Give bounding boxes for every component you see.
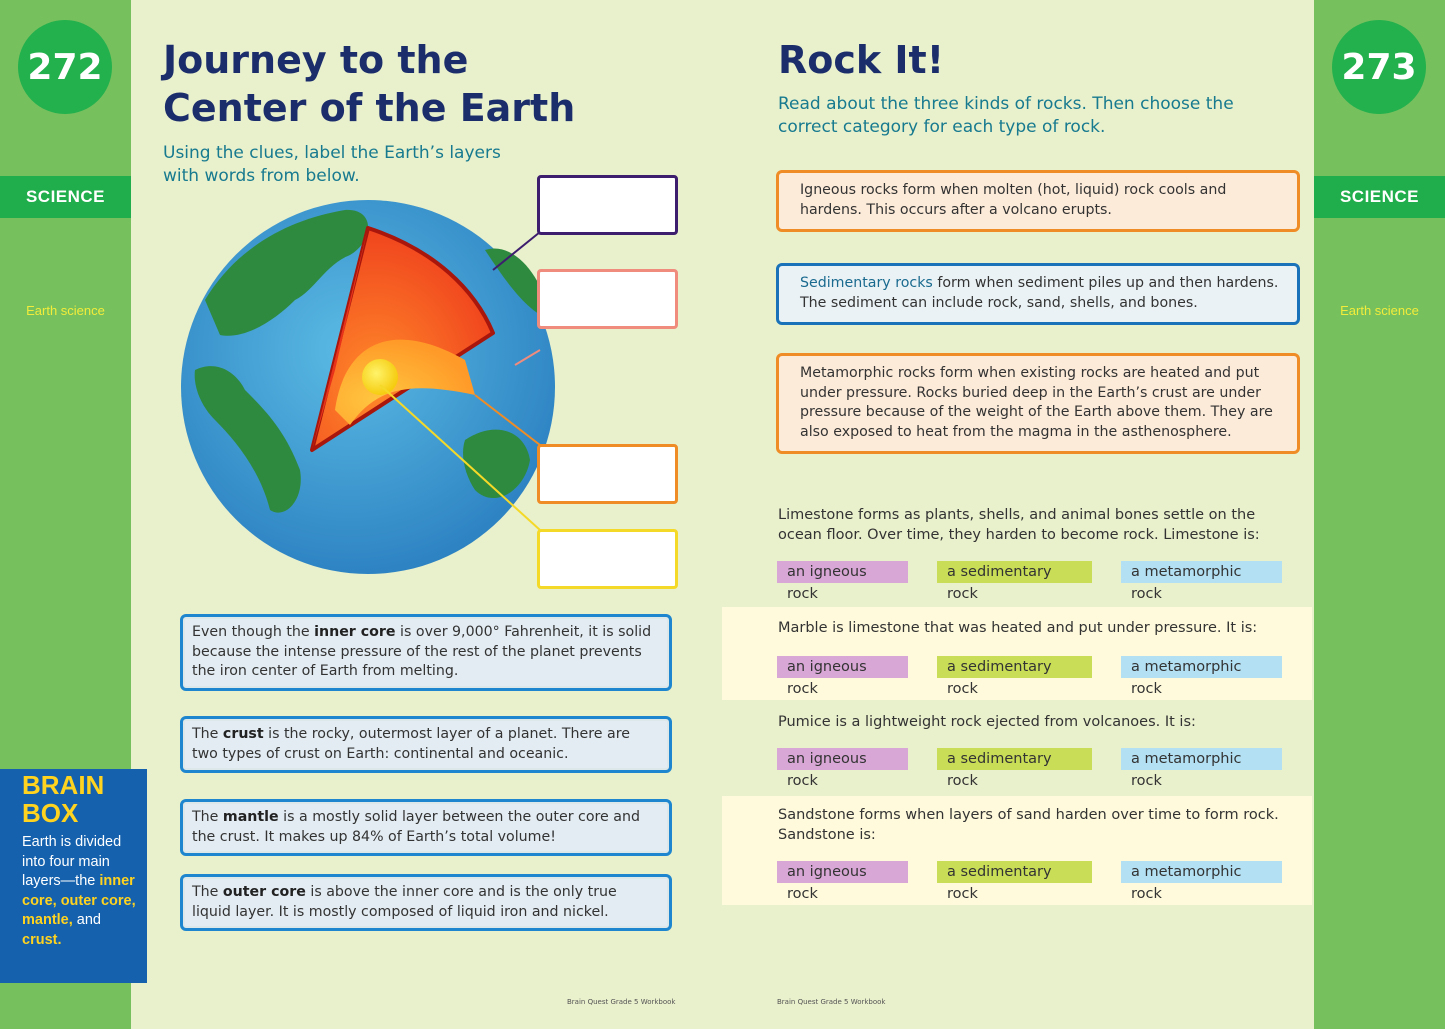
option-sedimentary-q1[interactable]: a sedimentary rock: [937, 561, 1092, 583]
page-number-right: 273: [1332, 20, 1426, 114]
inner-core-layer: [362, 359, 398, 395]
clue-mantle: The mantle is a mostly solid layer between the outer core and the crust. It makes up 84% of Earth’s total volume!: [180, 799, 672, 856]
option-igneous-q2[interactable]: an igneous rock: [777, 656, 908, 678]
label-box-inner-core[interactable]: [537, 529, 678, 589]
option-sedimentary-q3[interactable]: a sedimentary rock: [937, 748, 1092, 770]
clue-inner-core: Even though the inner core is over 9,000° Fahrenheit, it is solid because the intense pressure of the rest of the planet prevents the iron center of Earth from melting.: [180, 614, 672, 691]
option-metamorphic-q2[interactable]: a metamorphic rock: [1121, 656, 1282, 678]
clue-crust: The crust is the rocky, outermost layer of a planet. There are two types of crust on Earth: continental and oceanic.: [180, 716, 672, 773]
brain-box: [0, 769, 147, 983]
brain-box-text: Earth is divided into four main layers—the inner core, outer core, mantle, and crust.: [22, 834, 136, 948]
option-igneous-q1[interactable]: an igneous rock: [777, 561, 908, 583]
subject-label-left: SCIENCE: [0, 176, 131, 218]
option-metamorphic-q4[interactable]: a metamorphic rock: [1121, 861, 1282, 883]
sedimentary-info-box: Sedimentary rocks form when sediment piles up and then hardens. The sediment can include rock, sand, shells, and bones.: [776, 263, 1300, 325]
option-sedimentary-q4[interactable]: a sedimentary rock: [937, 861, 1092, 883]
metamorphic-info-box: Metamorphic rocks form when existing rocks are heated and put under pressure. Rocks buried deep in the Earth’s crust are under pressure because of the weight of the Earth above them. They are also exposed to heat from the magma in the asthenosphere.: [776, 353, 1300, 454]
option-metamorphic-q1[interactable]: a metamorphic rock: [1121, 561, 1282, 583]
instructions-left: Using the clues, label the Earth’s layers with words from below.: [163, 143, 501, 186]
option-igneous-q4[interactable]: an igneous rock: [777, 861, 908, 883]
option-metamorphic-q3[interactable]: a metamorphic rock: [1121, 748, 1282, 770]
topic-label-left: Earth science: [26, 303, 105, 318]
page-title-right: Rock It!: [778, 38, 945, 82]
clue-outer-core: The outer core is above the inner core and is the only true liquid layer. It is mostly composed of liquid iron and nickel.: [180, 874, 672, 931]
label-box-crust[interactable]: [537, 175, 678, 235]
option-sedimentary-q2[interactable]: a sedimentary rock: [937, 656, 1092, 678]
question-marble: Marble is limestone that was heated and put under pressure. It is:: [778, 620, 1258, 636]
footer-right: Brain Quest Grade 5 Workbook: [777, 998, 886, 1006]
right-sidebar: [1314, 0, 1445, 1029]
brain-box-title: BRAIN BOX: [22, 770, 105, 828]
question-sandstone: Sandstone forms when layers of sand harden over time to form rock. Sandstone is:: [778, 807, 1279, 843]
igneous-info-box: Igneous rocks form when molten (hot, liquid) rock cools and hardens. This occurs after a volcano erupts.: [776, 170, 1300, 232]
label-box-outer-core[interactable]: [537, 444, 678, 504]
instructions-right: Read about the three kinds of rocks. Then choose the correct category for each type of rock.: [778, 94, 1234, 137]
footer-left: Brain Quest Grade 5 Workbook: [567, 998, 676, 1006]
label-box-mantle[interactable]: [537, 269, 678, 329]
subject-label-right: SCIENCE: [1314, 176, 1445, 218]
page-number-left: 272: [18, 20, 112, 114]
question-pumice: Pumice is a lightweight rock ejected from volcanoes. It is:: [778, 714, 1196, 730]
page-title-left: Journey to the Center of the Earth: [163, 38, 576, 130]
topic-label-right: Earth science: [1340, 303, 1419, 318]
option-igneous-q3[interactable]: an igneous rock: [777, 748, 908, 770]
question-limestone: Limestone forms as plants, shells, and animal bones settle on the ocean floor. Over time, they harden to become rock. Limestone is:: [778, 507, 1260, 543]
